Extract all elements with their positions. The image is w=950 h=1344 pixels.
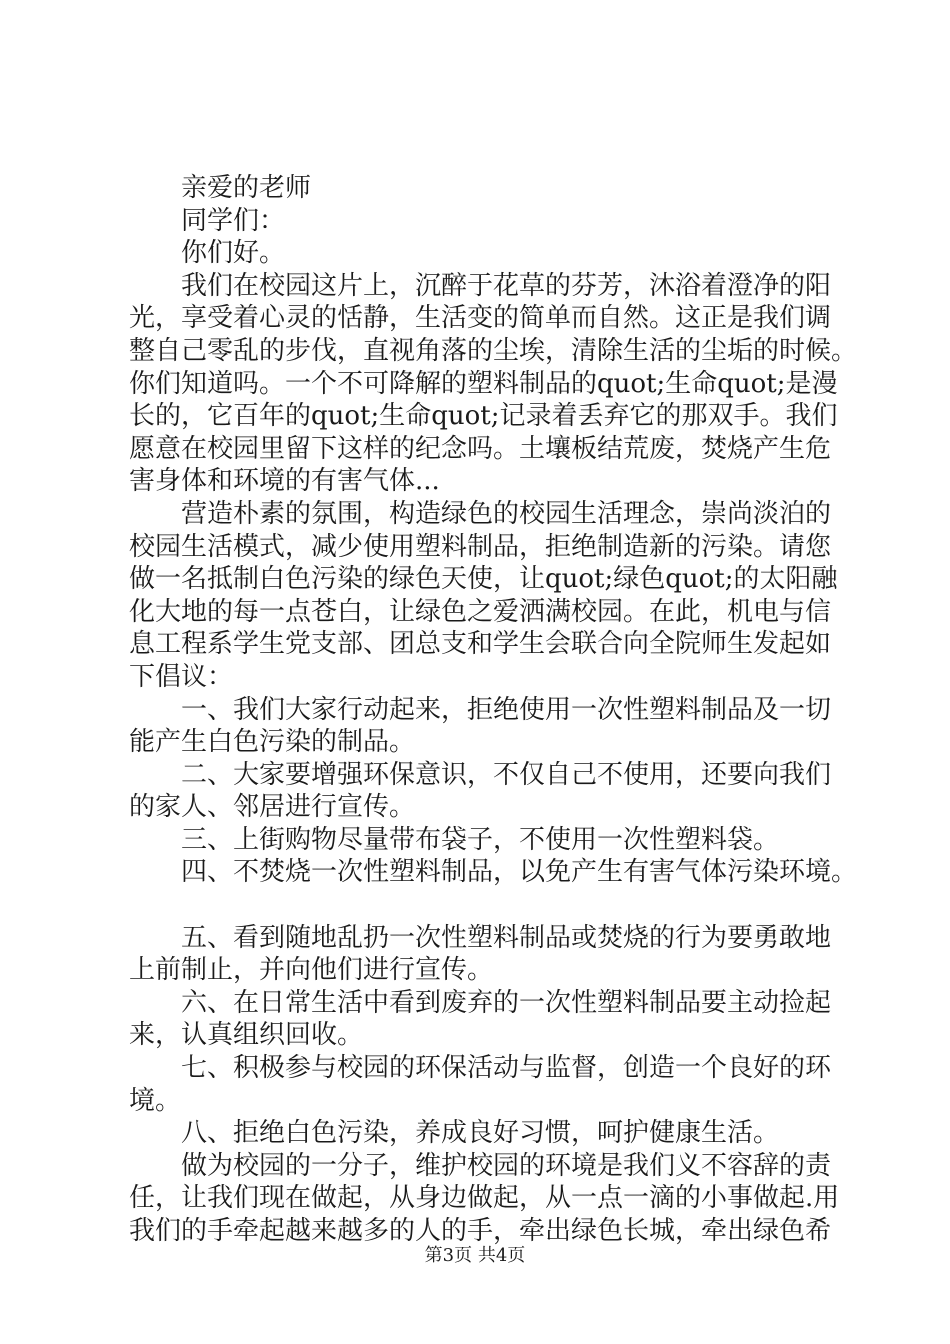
text-line: 任，让我们现在做起，从身边做起，从一点一滴的小事做起.用 xyxy=(129,1183,840,1214)
text-line: 我们的手牵起越来越多的人的手，牵出绿色长城，牵出绿色希 xyxy=(129,1216,832,1246)
text-line: 亲爱的老师 xyxy=(129,173,312,203)
text-line: 上前制止，并向他们进行宣传。 xyxy=(129,955,494,986)
blank-line xyxy=(129,889,851,922)
text-line: 三、上街购物尽量带布袋子，不使用一次性塑料袋。 xyxy=(129,824,780,855)
text-line: 化大地的每一点苍白，让绿色之爱洒满校园。在此，机电与信 xyxy=(129,596,832,627)
text-line: 二、大家要增强环保意识，不仅自己不使用，还要向我们 xyxy=(129,759,832,790)
text-line: 境。 xyxy=(129,1085,182,1116)
text-line: 六、在日常生活中看到废弃的一次性塑料制品要主动捡起 xyxy=(129,987,832,1018)
text-line: 同学们： xyxy=(129,205,286,236)
text-line: 能产生白色污染的制品。 xyxy=(129,727,416,758)
text-line: 下倡议： xyxy=(129,661,234,692)
text-line: 五、看到随地乱扔一次性塑料制品或焚烧的行为要勇敢地 xyxy=(129,922,832,953)
document-body xyxy=(129,172,858,1248)
text-line: 愿意在校园里留下这样的纪念吗。土壤板结荒废，焚烧产生危 xyxy=(129,433,832,464)
page-footer: 第3页 共4页 xyxy=(424,1245,526,1266)
text-line: 一、我们大家行动起来，拒绝使用一次性塑料制品及一切 xyxy=(129,694,832,725)
text-line: 的家人、邻居进行宣传。 xyxy=(129,792,416,823)
text-line: 四、不焚烧一次性塑料制品，以免产生有害气体污染环境。 xyxy=(129,857,858,888)
text-line: 来，认真组织回收。 xyxy=(129,1020,364,1051)
text-line: 我们在校园这片上，沉醉于花草的芬芳，沐浴着澄净的阳 xyxy=(129,270,832,301)
text-line: 七、积极参与校园的环保活动与监督，创造一个良好的环 xyxy=(129,1053,832,1084)
text-line: 营造朴素的氛围，构造绿色的校园生活理念，崇尚淡泊的 xyxy=(129,498,832,529)
text-line: 做一名抵制白色污染的绿色天使，让quot;绿色quot;的太阳融 xyxy=(129,564,838,595)
text-line: 八、拒绝白色污染，养成良好习惯，呵护健康生活。 xyxy=(129,1118,780,1149)
text-line: 长的，它百年的quot;生命quot;记录着丢弃它的那双手。我们 xyxy=(129,401,838,432)
text-line: 做为校园的一分子，维护校园的环境是我们义不容辞的责 xyxy=(129,1150,832,1181)
text-line: 害身体和环境的有害气体... xyxy=(129,466,440,497)
text-line: 光，享受着心灵的恬静，生活变的简单而自然。这正是我们调 xyxy=(129,303,832,334)
text-line: 息工程系学生党支部、团总支和学生会联合向全院师生发起如 xyxy=(129,629,832,660)
text-line: 你们知道吗。一个不可降解的塑料制品的quot;生命quot;是漫 xyxy=(129,368,838,399)
text-line: 整自己零乱的步伐，直视角落的尘埃，清除生活的尘垢的时候。 xyxy=(129,335,858,366)
text-line: 校园生活模式，减少使用塑料制品，拒绝制造新的污染。请您 xyxy=(129,531,832,562)
text-line: 你们好。 xyxy=(129,238,286,269)
